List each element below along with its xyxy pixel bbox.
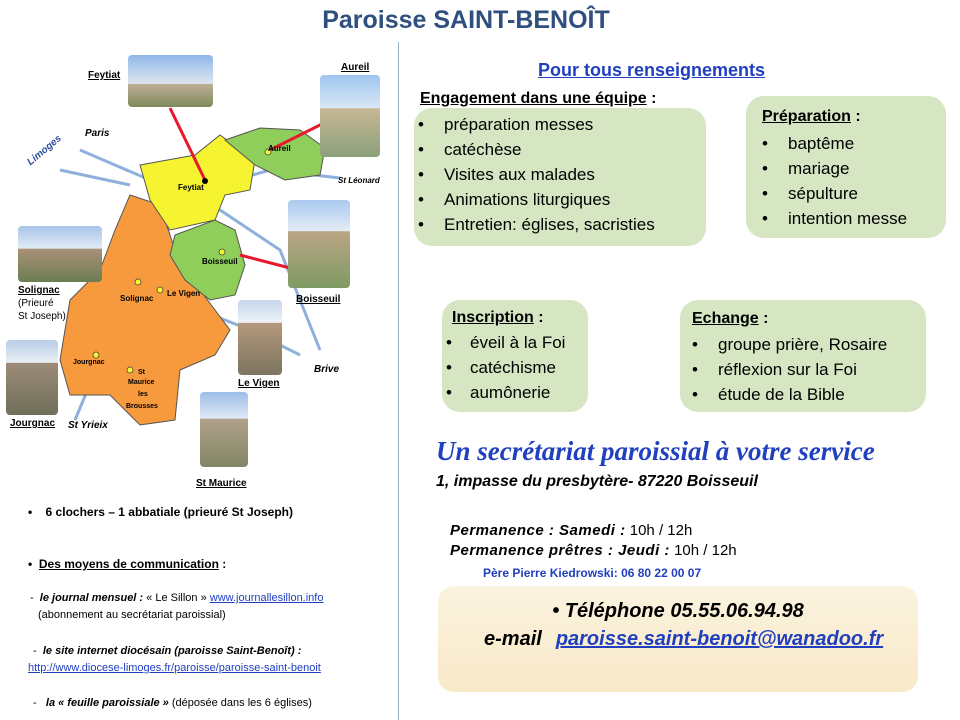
list-item: • étude de la Bible <box>688 382 887 407</box>
echange-list <box>688 332 887 407</box>
preparation-title: Préparation : <box>762 108 861 125</box>
aureil-church-photo <box>320 75 380 157</box>
contact-box <box>438 586 918 692</box>
place-st-leonard: St Léonard <box>338 176 380 185</box>
inscription-title: Inscription : <box>452 309 544 326</box>
label-feytiat: Feytiat <box>88 70 121 81</box>
inscription-list <box>442 330 565 405</box>
clochers-line: • 6 clochers – 1 abbatiale (prieuré St Joseph) <box>28 505 293 519</box>
echange-box <box>680 300 926 412</box>
town-solignac: Solignac <box>120 294 154 303</box>
permanence-samedi: Permanence : Samedi : 10h / 12h <box>450 522 693 539</box>
echange-title: Echange : <box>692 310 769 327</box>
preparation-list <box>758 131 907 231</box>
engagement-title: Engagement dans une équipe : <box>420 90 657 107</box>
label-solignac: Solignac <box>18 285 60 296</box>
site-link-line <box>28 662 321 674</box>
label-solignac-prieure: (Prieuré <box>18 298 54 309</box>
town-aureil: Aureil <box>268 144 291 153</box>
boisseuil-church-photo <box>288 200 350 288</box>
solignac-abbey-photo <box>18 226 102 282</box>
list-item: • éveil à la Foi <box>442 330 565 355</box>
renseignements-heading: Pour tous renseignements <box>538 60 766 80</box>
label-boisseuil: Boisseuil <box>296 294 341 305</box>
dot-jourgnac <box>93 352 99 358</box>
town-st-maurice-4: Brousses <box>126 403 158 410</box>
list-item: • Entretien: églises, sacristies <box>414 212 655 237</box>
feytiat-church-photo <box>128 55 213 107</box>
st-maurice-church-photo <box>200 392 248 467</box>
journal-note: (abonnement au secrétariat paroissial) <box>38 609 226 621</box>
label-st-maurice: St Maurice <box>196 478 247 489</box>
email-link[interactable]: paroisse.saint-benoit@wanadoo.fr <box>555 628 884 650</box>
phone-number: 05.55.06.94.98 <box>670 600 804 622</box>
dot-le-vigen <box>157 287 163 293</box>
label-jourgnac: Jourgnac <box>10 418 56 429</box>
town-st-maurice-2: Maurice <box>128 379 155 386</box>
address: 1, impasse du presbytère- 87220 Boisseuil <box>436 473 758 490</box>
town-jourgnac: Jourgnac <box>73 359 105 366</box>
dot-st-maurice <box>127 367 133 373</box>
phone-line: • Téléphone 05.55.06.94.98 <box>552 600 804 622</box>
town-st-maurice-3: les <box>138 391 148 398</box>
inscription-box <box>442 300 588 412</box>
feuille-line: - la « feuille paroissiale » (déposée dans les 6 églises) <box>30 697 312 709</box>
label-aureil: Aureil <box>341 62 370 73</box>
list-item: • préparation messes <box>414 112 655 137</box>
place-st-yrieix: St Yrieix <box>68 420 108 431</box>
list-item: • réflexion sur la Foi <box>688 357 887 382</box>
permanence-jeudi: Permanence prêtres : Jeudi : 10h / 12h <box>450 542 737 559</box>
preparation-box <box>746 96 946 238</box>
list-item: • catéchisme <box>442 355 565 380</box>
list-item: • sépulture <box>758 181 907 206</box>
town-boisseuil: Boisseuil <box>202 257 238 266</box>
place-limoges: Limoges <box>25 133 64 168</box>
jourgnac-church-photo <box>6 340 58 415</box>
engagement-list <box>414 112 655 237</box>
journal-line: - le journal mensuel : « Le Sillon » www.journallesillon.info <box>30 592 324 604</box>
journal-link[interactable]: www.journallesillon.info <box>209 592 324 604</box>
list-item: • baptême <box>758 131 907 156</box>
list-item: • Animations liturgiques <box>414 187 655 212</box>
email-line: e-mail paroisse.saint-benoit@wanadoo.fr <box>484 628 884 650</box>
town-st-maurice-1: St <box>138 369 145 376</box>
label-le-vigen: Le Vigen <box>238 378 280 389</box>
label-solignac-st-joseph: St Joseph) <box>18 311 66 322</box>
priest-contact: Père Pierre Kiedrowski: 06 80 22 00 07 <box>483 566 702 580</box>
town-feytiat: Feytiat <box>178 183 204 192</box>
site-line: - le site internet diocésain (paroisse Saint-Benoît) : <box>30 645 302 657</box>
engagement-box <box>414 108 706 246</box>
le-vigen-church-photo <box>238 300 282 375</box>
diocese-link[interactable]: http://www.diocese-limoges.fr/paroisse/paroisse-saint-benoit <box>28 662 321 674</box>
list-item: • Visites aux malades <box>414 162 655 187</box>
list-item: • mariage <box>758 156 907 181</box>
list-item: • groupe prière, Rosaire <box>688 332 887 357</box>
town-le-vigen: Le Vigen <box>167 289 201 298</box>
dot-solignac <box>135 279 141 285</box>
place-brive: Brive <box>314 364 340 375</box>
list-item: • intention messe <box>758 206 907 231</box>
page-title: Paroisse SAINT-BENOÎT <box>322 6 610 34</box>
secretariat-heading: Un secrétariat paroissial à votre service <box>436 436 875 466</box>
list-item: • aumônerie <box>442 380 565 405</box>
moyens-line: • Des moyens de communication : <box>28 557 227 571</box>
road-limoges <box>60 170 130 185</box>
dot-boisseuil <box>219 249 225 255</box>
list-item: • catéchèse <box>414 137 655 162</box>
place-paris: Paris <box>85 128 110 139</box>
